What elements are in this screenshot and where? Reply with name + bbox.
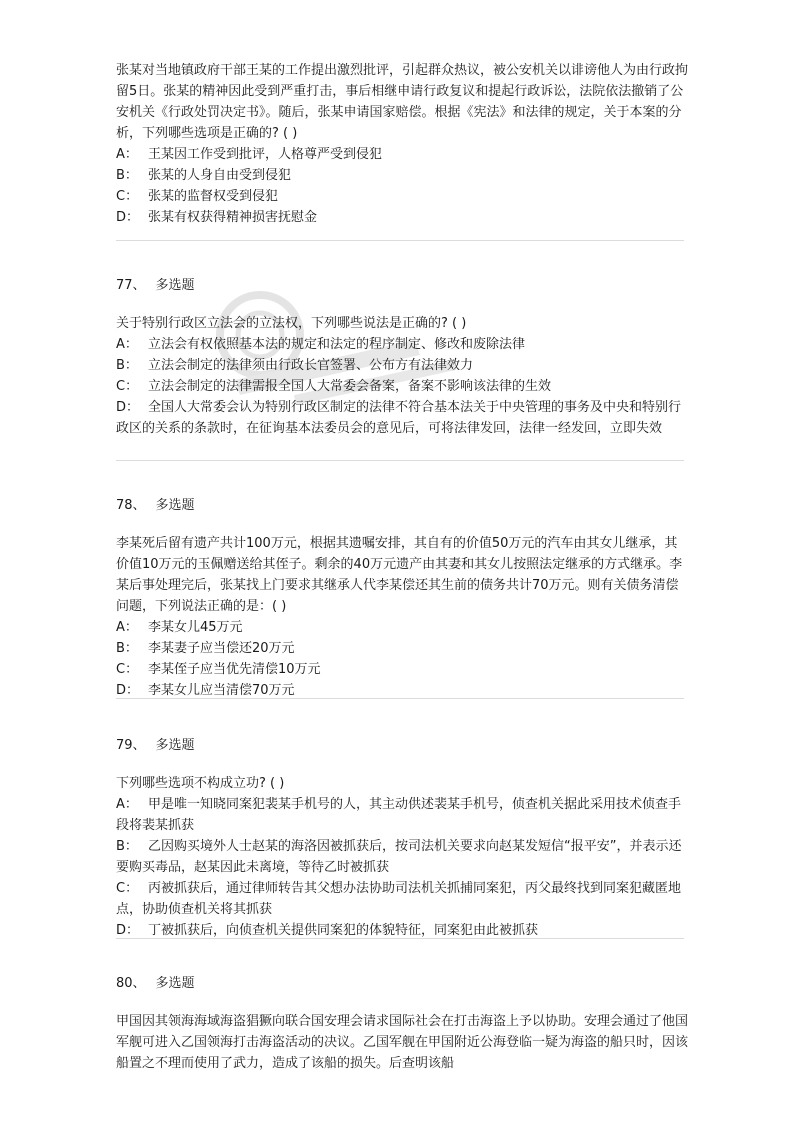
question-number: 77、 (116, 278, 146, 293)
question-number: 80、 (116, 976, 146, 991)
option-text: 张某有权获得精神损害抚慰金 (148, 210, 318, 225)
option-label: D： (116, 923, 140, 938)
question-76 (116, 60, 688, 228)
option-label: D： (116, 400, 140, 415)
option-text: 立法会制定的法律须由行政长官签署、公布方有法律效力 (148, 358, 474, 373)
option-text: 立法会有权依照基本法的规定和法定的程序制定、修改和废除法律 (148, 337, 526, 352)
divider (116, 938, 684, 939)
question-header (116, 973, 688, 995)
question-header (116, 735, 688, 757)
option-c[interactable] (116, 878, 688, 920)
option-text: 李某女儿应当清偿70万元 (148, 683, 295, 698)
option-text: 全国人大常委会认为特别行政区制定的法律不符合基本法关于中央管理的事务及中央和特别行政区的关系的条款时，在征询基本法委员会的意见后，可将法律发回，法律一经发回，立即失效 (116, 400, 682, 436)
option-label: D： (116, 683, 140, 698)
option-text: 乙因购买境外人士赵某的海洛因被抓获后，按司法机关要求向赵某发短信“报平安”，并表示还要购买毒品，赵某因此未离境，等待乙时被抓获 (116, 839, 682, 875)
option-b[interactable] (116, 638, 688, 659)
option-d[interactable] (116, 397, 688, 439)
question-number: 78、 (116, 498, 146, 513)
question-type: 多选题 (155, 976, 195, 991)
option-label: D： (116, 210, 140, 225)
question-80 (116, 973, 688, 1074)
question-stem: 关于特别行政区立法会的立法权，下列哪些说法是正确的? ( ) (116, 316, 467, 331)
question-header (116, 495, 688, 517)
option-label: B： (116, 358, 138, 373)
question-stem: 张某对当地镇政府干部王某的工作提出激烈批评，引起群众热议，被公安机关以诽谤他人为由行政拘留5日。张某的精神因此受到严重打击，事后相继申请行政复议和提起行政诉讼，法院依法撤销了公安机关《行政处罚决定书》。随后，张某申请国家赔偿。根据《宪法》和法律的规定，关于本案的分析，下列哪些选项是正确的? ( ) (116, 63, 689, 141)
option-text: 丙被抓获后，通过律师转告其父想办法协助司法机关抓捕同案犯，丙父最终找到同案犯藏匿地点，协助侦查机关将其抓获 (116, 881, 682, 917)
question-77 (116, 275, 688, 439)
question-number: 79、 (116, 738, 146, 753)
option-label: A： (116, 337, 138, 352)
option-label: C： (116, 189, 139, 204)
divider (116, 240, 684, 241)
option-label: C： (116, 662, 139, 677)
option-b[interactable] (116, 836, 688, 878)
question-stem: 李某死后留有遗产共计100万元，根据其遗嘱安排，其自有的价值50万元的汽车由其女儿继承，其价值10万元的玉佩赠送给其侄子。剩余的40万元遗产由其妻和其女儿按照法定继承的方式继承。李某后事处理完后，张某找上门要求其继承人代李某偿还其生前的债务共计70万元。则有关债务清偿问题，下列说法正确的是：( ) (116, 536, 683, 614)
option-a[interactable] (116, 334, 688, 355)
option-label: B： (116, 168, 138, 183)
question-type: 多选题 (155, 278, 195, 293)
option-d[interactable] (116, 207, 688, 228)
option-label: A： (116, 620, 138, 635)
option-b[interactable] (116, 355, 688, 376)
option-text: 李某女儿45万元 (148, 620, 243, 635)
option-text: 张某的人身自由受到侵犯 (148, 168, 292, 183)
divider (116, 460, 684, 461)
option-text: 立法会制定的法律需报全国人大常委会备案，备案不影响该法律的生效 (148, 379, 552, 394)
option-text: 李某侄子应当优先清偿10万元 (148, 662, 321, 677)
option-c[interactable] (116, 659, 688, 680)
option-text: 甲是唯一知晓同案犯裴某手机号的人，其主动供述裴某手机号，侦查机关据此采用技术侦查手段将裴某抓获 (116, 797, 682, 833)
option-text: 李某妻子应当偿还20万元 (148, 641, 295, 656)
option-b[interactable] (116, 165, 688, 186)
question-type: 多选题 (155, 498, 195, 513)
option-label: B： (116, 641, 138, 656)
question-type: 多选题 (155, 738, 195, 753)
option-a[interactable] (116, 794, 688, 836)
option-label: A： (116, 797, 138, 812)
option-c[interactable] (116, 376, 688, 397)
option-label: C： (116, 379, 139, 394)
option-c[interactable] (116, 186, 688, 207)
question-stem: 下列哪些选项不构成立功? ( ) (116, 776, 285, 791)
option-label: A： (116, 147, 138, 162)
question-79 (116, 735, 688, 941)
option-text: 王某因工作受到批评，人格尊严受到侵犯 (148, 147, 383, 162)
question-stem: 甲国因其领海海域海盗猖獗向联合国安理会请求国际社会在打击海盗上予以协助。安理会通过了他国军舰可进入乙国领海打击海盗活动的决议。乙国军舰在甲国附近公海登临一疑为海盗的船只时，因该船置之不理而使用了武力，造成了该船的损失。后查明该船 (116, 1014, 689, 1071)
question-header (116, 275, 688, 297)
option-label: B： (116, 839, 138, 854)
option-text: 丁被抓获后，向侦查机关提供同案犯的体貌特征，同案犯由此被抓获 (148, 923, 539, 938)
option-label: C： (116, 881, 139, 896)
divider (116, 698, 684, 699)
option-text: 张某的监督权受到侵犯 (148, 189, 279, 204)
question-78 (116, 495, 688, 701)
option-a[interactable] (116, 617, 688, 638)
option-a[interactable] (116, 144, 688, 165)
